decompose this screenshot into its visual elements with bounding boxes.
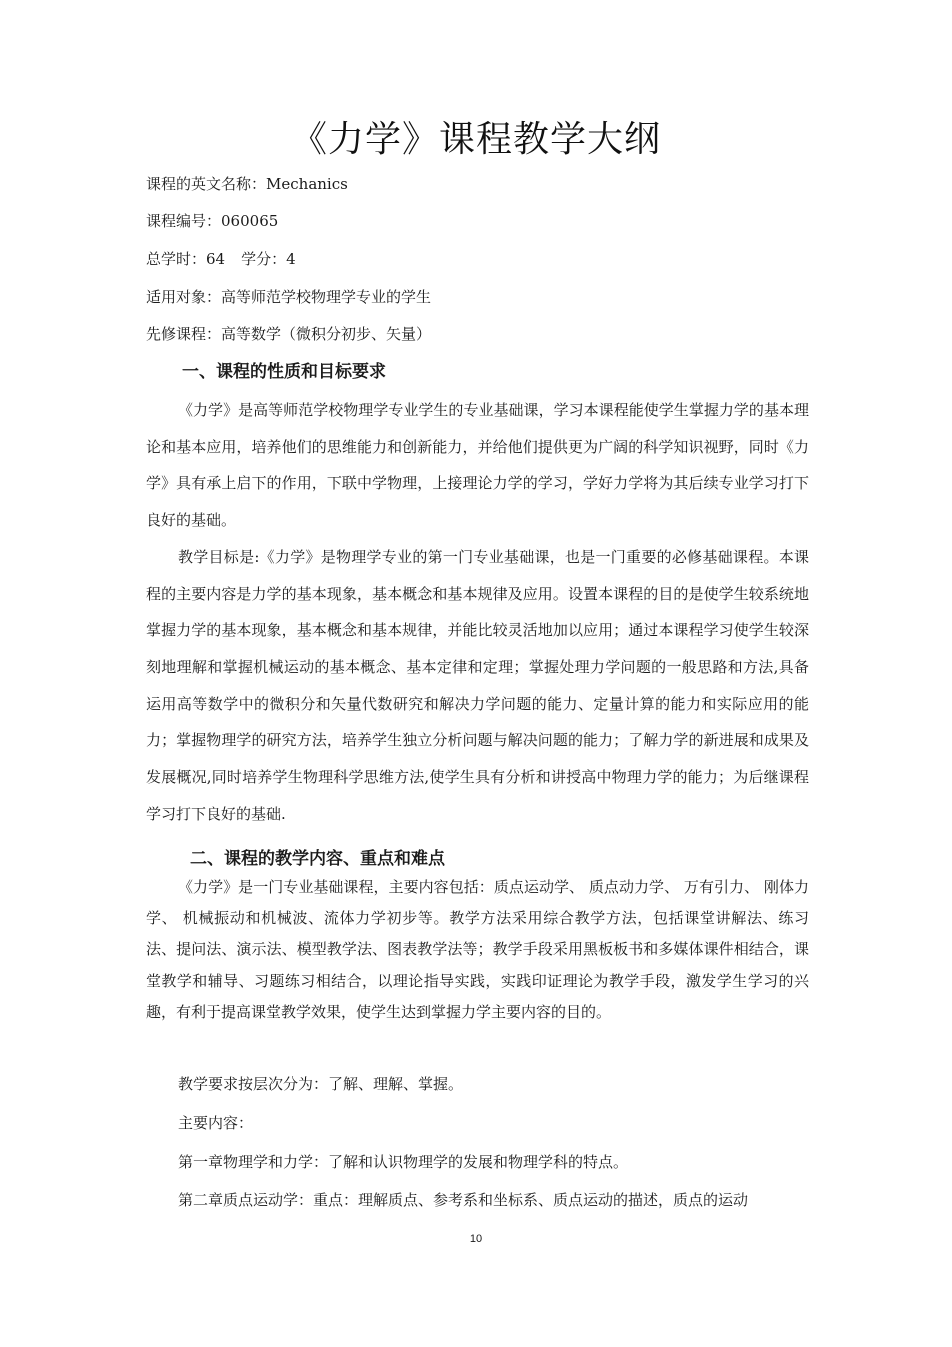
main-content-label: 主要内容： bbox=[178, 1114, 254, 1132]
section2-paragraph-1: 《力学》是一门专业基础课程，主要内容包括：质点运动学、 质点动力学、 万有引力、 刚体力学、 机械振动和机械波、流体力学初步等。教学方法采用综合教学方法，包括课堂讲解法、练习法、提问法、演示法、模型教学法、图表教学法等；教学手段采用黑板板书和多媒体课件相结合，课堂教学和辅导、习题练习相结合，以理论指导实践，实践印证理论为教学手段，激发学生学习的兴趣，有利于提高课堂教学效果，使学生达到掌握力学主要内容的目的。 bbox=[146, 878, 809, 1021]
section1-paragraph-2: 教学目标是:《力学》是物理学专业的第一门专业基础课，也是一门重要的必修基础课程。本课程的主要内容是力学的基本现象，基本概念和基本规律及应用。设置本课程的目的是使学生较系统地掌握力学的基本现象，基本概念和基本规律，并能比较灵活地加以应用；通过本课程学习使学生较深刻地理解和掌握机械运动的基本概念、基本定律和定理；掌握处理力学问题的一般思路和方法,具备运用高等数学中的微积分和矢量代数研究和解决力学问题的能力、定量计算的能力和实际应用的能力；掌握物理学的研究方法，培养学生独立分析问题与解决问题的能力；了解力学的新进展和成果及发展概况,同时培养学生物理科学思维方法,使学生具有分析和讲授高中物理力学的能力；为后继课程学习打下良好的基础. bbox=[146, 547, 809, 823]
page-number: 10 bbox=[469, 1233, 483, 1245]
meta-course-code bbox=[146, 211, 278, 231]
section2-body bbox=[146, 872, 809, 1028]
meta-english-name bbox=[146, 174, 348, 194]
hours-label: 总学时： bbox=[146, 250, 207, 268]
credits-value: 4 bbox=[286, 250, 296, 268]
course-code-label: 课程编号： bbox=[146, 212, 222, 230]
course-code-value: 060065 bbox=[221, 212, 279, 230]
section1-paragraph-1: 《力学》是高等师范学校物理学专业学生的专业基础课，学习本课程能使学生掌握力学的基本理论和基本应用，培养他们的思维能力和创新能力，并给他们提供更为广阔的科学知识视野，同时《力学》具有承上启下的作用，下联中学物理，上接理论力学的学习，学好力学将为其后续专业学习打下良好的基础。 bbox=[146, 401, 809, 530]
meta-prerequisites bbox=[146, 324, 431, 344]
meta-hours-credits bbox=[146, 249, 296, 269]
requirement-levels: 教学要求按层次分为：了解、理解、掌握。 bbox=[178, 1075, 464, 1093]
section1-heading: 一、课程的性质和目标要求 bbox=[182, 362, 386, 382]
section2-heading: 二、课程的教学内容、重点和难点 bbox=[190, 849, 445, 869]
audience-value: 高等师范学校物理学专业的学生 bbox=[221, 288, 432, 306]
english-name-label: 课程的英文名称： bbox=[146, 175, 267, 193]
chapter1-line: 第一章物理学和力学：了解和认识物理学的发展和物理学科的特点。 bbox=[178, 1153, 629, 1171]
prereq-value: 高等数学（微积分初步、矢量） bbox=[221, 325, 432, 343]
prereq-label: 先修课程： bbox=[146, 325, 222, 343]
chapter2-line: 第二章质点运动学：重点：理解质点、参考系和坐标系、质点运动的描述，质点的运动 bbox=[178, 1191, 749, 1209]
english-name-value: Mechanics bbox=[266, 175, 348, 193]
section1-body bbox=[146, 392, 809, 832]
meta-audience bbox=[146, 287, 431, 307]
hours-value: 64 bbox=[206, 250, 226, 268]
document-title: 《力学》课程教学大纲 bbox=[290, 119, 661, 160]
credits-label: 学分： bbox=[241, 250, 287, 268]
audience-label: 适用对象： bbox=[146, 288, 222, 306]
